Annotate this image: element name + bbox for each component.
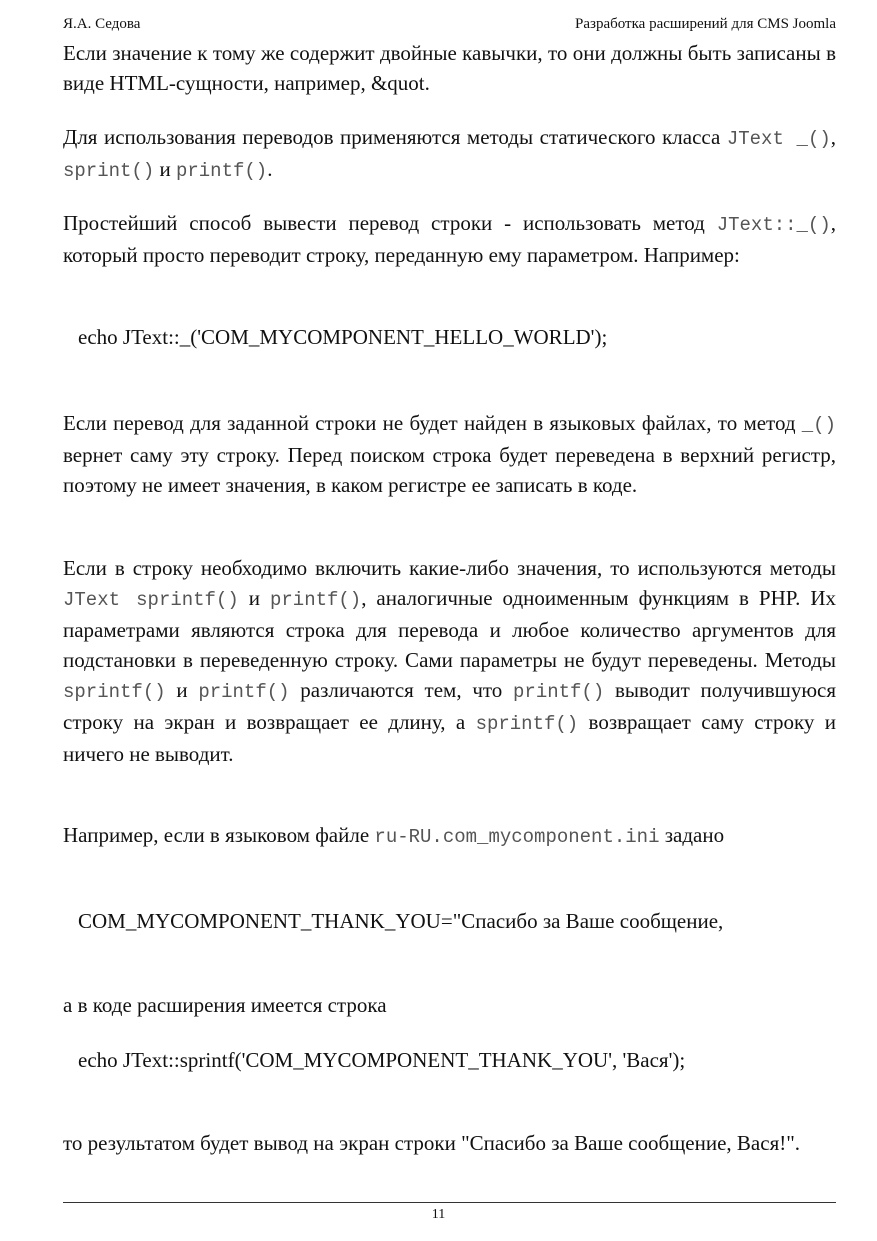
text: задано [659,823,725,847]
text: Простейший способ вывести перевод строки - использовать метод [63,211,717,235]
text: Если в строку необходимо включить какие-либо значения, то используются методы [63,556,836,580]
code-example-hello-world: echo JText::_('COM_MYCOMPONENT_HELLO_WORLD'); [78,325,608,349]
code-inline: printf() [198,681,290,703]
paragraph-simplest-way [63,208,836,270]
code-example-sprintf: echo JText::sprintf('COM_MYCOMPONENT_THANK_YOU', 'Вася'); [78,1048,686,1072]
page-number: 11 [431,1207,446,1222]
text: различаются тем, что [289,678,514,702]
header-title: Разработка расширений для CMS Joomla [575,16,836,32]
code-inline: _() [801,414,836,436]
paragraph-language-file [63,820,836,852]
paragraph-missing-translation [63,408,836,500]
text: , [830,125,836,149]
paragraph-translation-methods [63,122,836,186]
text: Например, если в языковом файле [63,823,375,847]
code-inline: JText::_() [716,214,831,236]
text: вернет саму эту строку. Перед поиском строка будет переведена в верхний регистр, поэтому не имеет значения, в каком регистре ее записать в коде. [63,443,836,497]
code-inline: sprint() [63,160,155,182]
text: Для использования переводов применяются методы статического класса [63,125,727,149]
text: , который просто переводит строку, переданную ему параметром. Например: [63,211,836,267]
code-inline: JText sprintf() [63,589,239,611]
paragraph-html-entities: Если значение к тому же содержит двойные кавычки, то они должны быть записаны в виде HTML-сущности, например, &quot. [63,41,836,95]
text: и [165,678,199,702]
text: . [267,157,273,181]
text: , аналогичные одноименным функциям в PHP. Их параметрами являются строка для перевода и любое количество аргументов для подстановки в переведенную строку. Сами параметры не будут переведены. Методы [63,586,836,672]
text: выводит получившуюся строку на экран и возвращает ее длину, а [63,678,836,734]
footer-divider [63,1202,836,1203]
text: и [238,586,270,610]
text: и [154,157,176,181]
code-inline: printf() [513,681,605,703]
paragraph-extension-code: а в коде расширения имеется строка [63,993,387,1017]
text: возвращает саму строку и ничего не выводит. [63,710,836,766]
paragraph-result: то результатом будет вывод на экран строки "Спасибо за Ваше сообщение, Вася!". [63,1131,801,1155]
text: Если перевод для заданной строки не будет найден в языковых файлах, то метод [63,411,802,435]
code-inline: sprintf() [63,681,166,703]
code-inline: sprintf() [475,713,579,735]
code-inline: printf() [175,160,268,182]
paragraph-sprintf-printf [63,553,836,769]
header-author: Я.А. Седова [63,16,141,32]
code-example-language-string: COM_MYCOMPONENT_THANK_YOU="Спасибо за Ваше сообщение, [78,909,724,933]
code-inline: JText _() [726,128,831,150]
code-inline: printf() [269,589,362,611]
code-inline: ru-RU.com_mycomponent.ini [374,826,660,848]
